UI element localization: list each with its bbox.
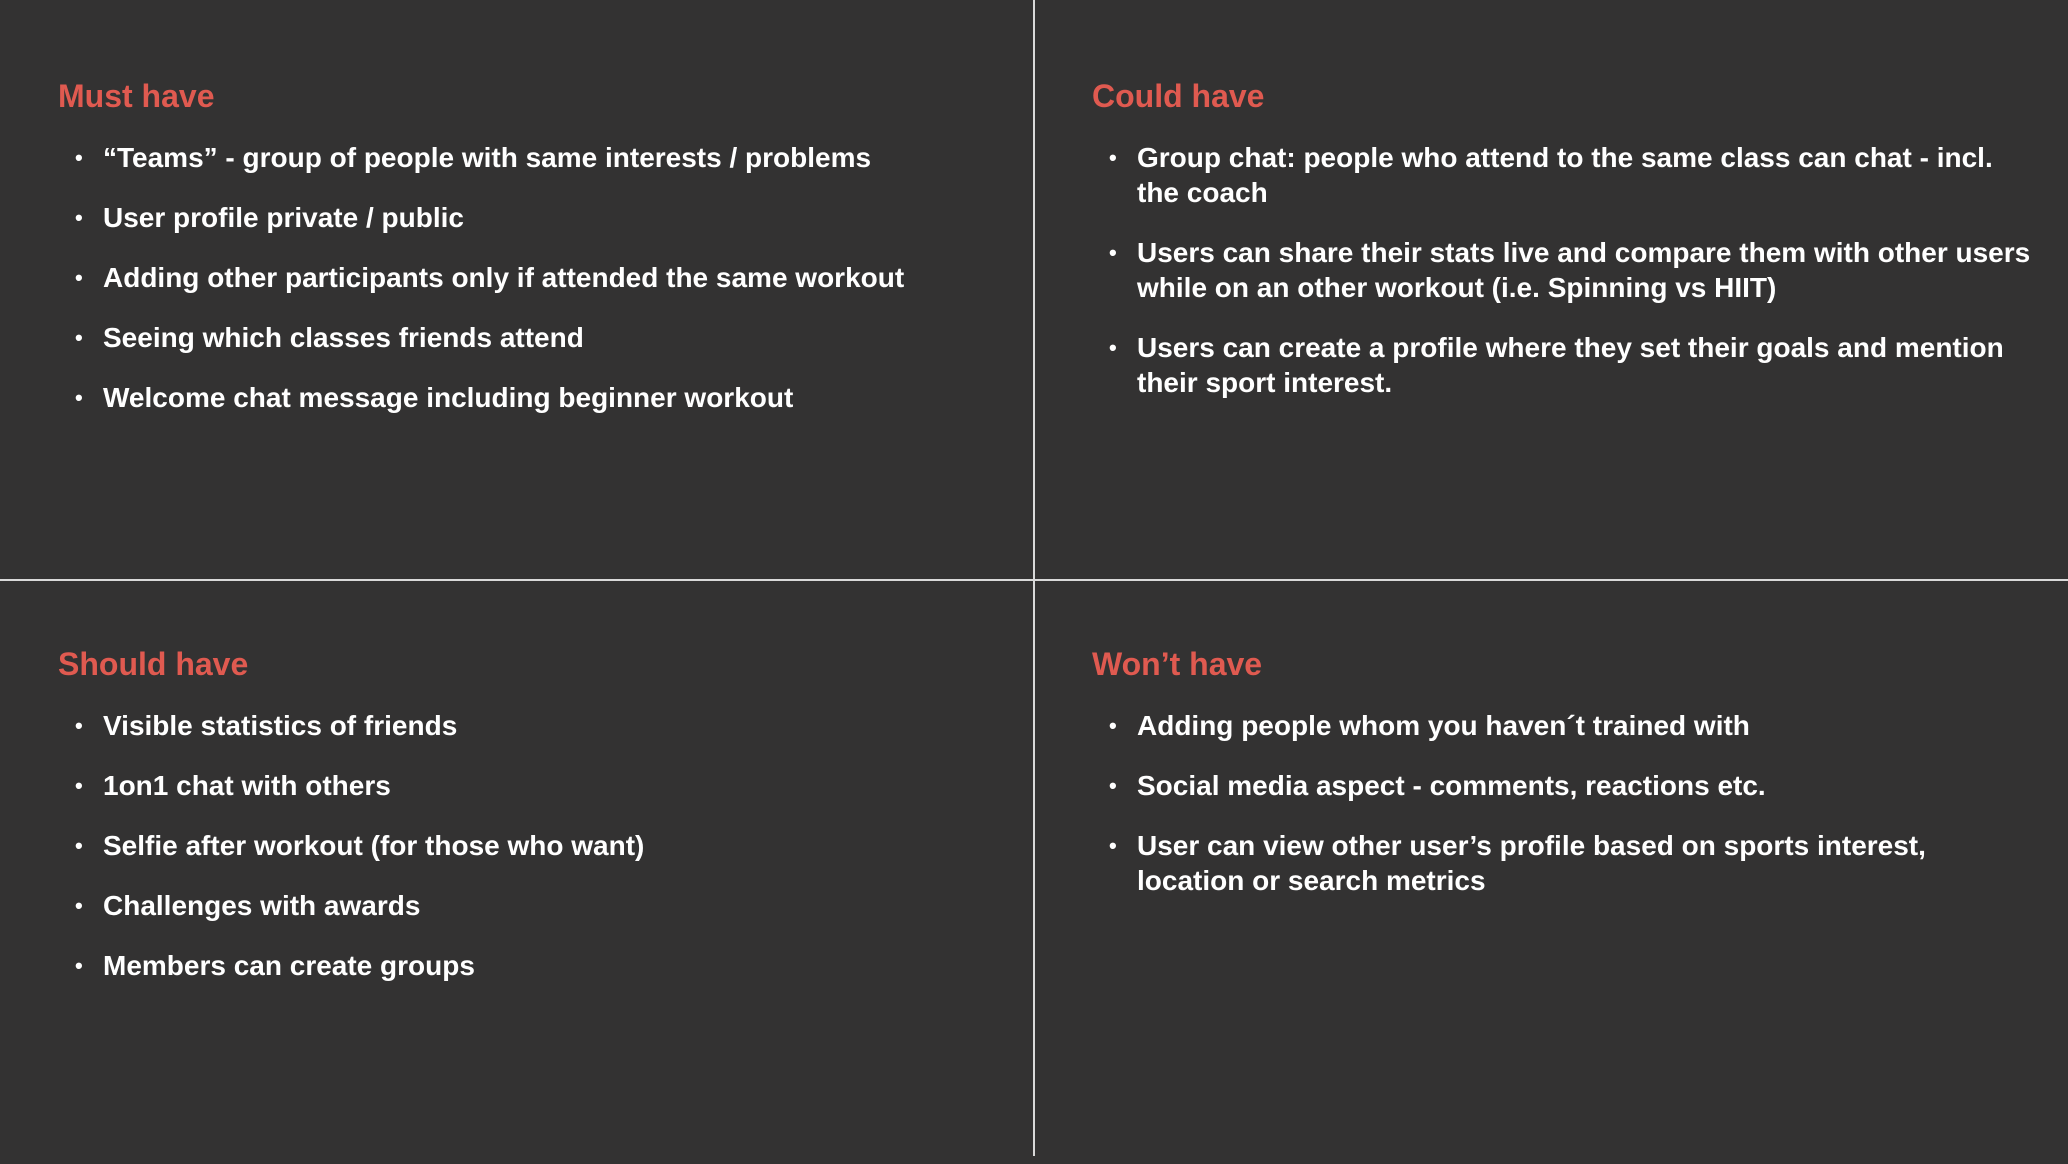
list-item: [1092, 235, 2032, 305]
could-have-quadrant: [1092, 76, 2032, 425]
wont-have-quadrant: [1092, 644, 2032, 923]
list-item-text: Adding other participants only if attended the same workout: [103, 262, 905, 293]
must-have-title: Must have: [58, 78, 215, 114]
list-item-text: User can view other user’s profile based on sports interest, location or search metrics: [1137, 830, 1926, 896]
should-have-quadrant: [58, 644, 1018, 1008]
horizontal-divider: [0, 579, 2068, 581]
list-item-text: Adding people whom you haven´t trained with: [1137, 710, 1750, 741]
bullet-icon: •: [75, 145, 83, 170]
list-item-text: Welcome chat message including beginner workout: [103, 382, 794, 413]
list-item: [58, 140, 1018, 175]
could-have-list: [1092, 140, 2032, 400]
bullet-icon: •: [1109, 240, 1117, 265]
list-item-text: Group chat: people who attend to the same class can chat - incl. the coach: [1137, 142, 1993, 208]
list-item: [58, 948, 1018, 983]
bullet-icon: •: [75, 385, 83, 410]
list-item-text: Seeing which classes friends attend: [103, 322, 584, 353]
wont-have-list: [1092, 708, 2032, 898]
list-item-text: Visible statistics of friends: [103, 710, 458, 741]
list-item-text: Users can create a profile where they set their goals and mention their sport interest.: [1137, 332, 2004, 398]
list-item: [58, 828, 1018, 863]
list-item-text: Social media aspect - comments, reactions etc.: [1137, 770, 1766, 801]
list-item: [58, 708, 1018, 743]
bullet-icon: •: [1109, 145, 1117, 170]
list-item: [58, 320, 1018, 355]
should-have-title: Should have: [58, 646, 249, 682]
list-item-text: Members can create groups: [103, 950, 475, 981]
list-item: [1092, 828, 2032, 898]
list-item-text: 1on1 chat with others: [103, 770, 391, 801]
bullet-icon: •: [75, 265, 83, 290]
list-item: [1092, 140, 2032, 210]
wont-have-title: Won’t have: [1092, 646, 1263, 682]
bullet-icon: •: [75, 833, 83, 858]
must-have-quadrant: [58, 76, 1018, 440]
list-item: [58, 380, 1018, 415]
list-item: [58, 888, 1018, 923]
list-item: [1092, 768, 2032, 803]
must-have-list: [58, 140, 1018, 415]
list-item-text: “Teams” - group of people with same interests / problems: [103, 142, 872, 173]
could-have-title: Could have: [1092, 78, 1265, 114]
bullet-icon: •: [1109, 713, 1117, 738]
list-item: [58, 260, 1018, 295]
list-item: [58, 200, 1018, 235]
bullet-icon: •: [1109, 833, 1117, 858]
should-have-list: [58, 708, 1018, 983]
list-item-text: Selfie after workout (for those who want): [103, 830, 645, 861]
bullet-icon: •: [75, 713, 83, 738]
list-item: [58, 768, 1018, 803]
bullet-icon: •: [1109, 335, 1117, 360]
bullet-icon: •: [75, 325, 83, 350]
bullet-icon: •: [75, 773, 83, 798]
list-item-text: Challenges with awards: [103, 890, 421, 921]
bullet-icon: •: [75, 953, 83, 978]
bullet-icon: •: [75, 893, 83, 918]
list-item-text: Users can share their stats live and compare them with other users while on an other workout (i.e. Spinning vs HIIT): [1137, 237, 2031, 303]
bullet-icon: •: [75, 205, 83, 230]
list-item: [1092, 330, 2032, 400]
bullet-icon: •: [1109, 773, 1117, 798]
vertical-divider: [1033, 0, 1035, 1156]
list-item-text: User profile private / public: [103, 202, 464, 233]
list-item: [1092, 708, 2032, 743]
